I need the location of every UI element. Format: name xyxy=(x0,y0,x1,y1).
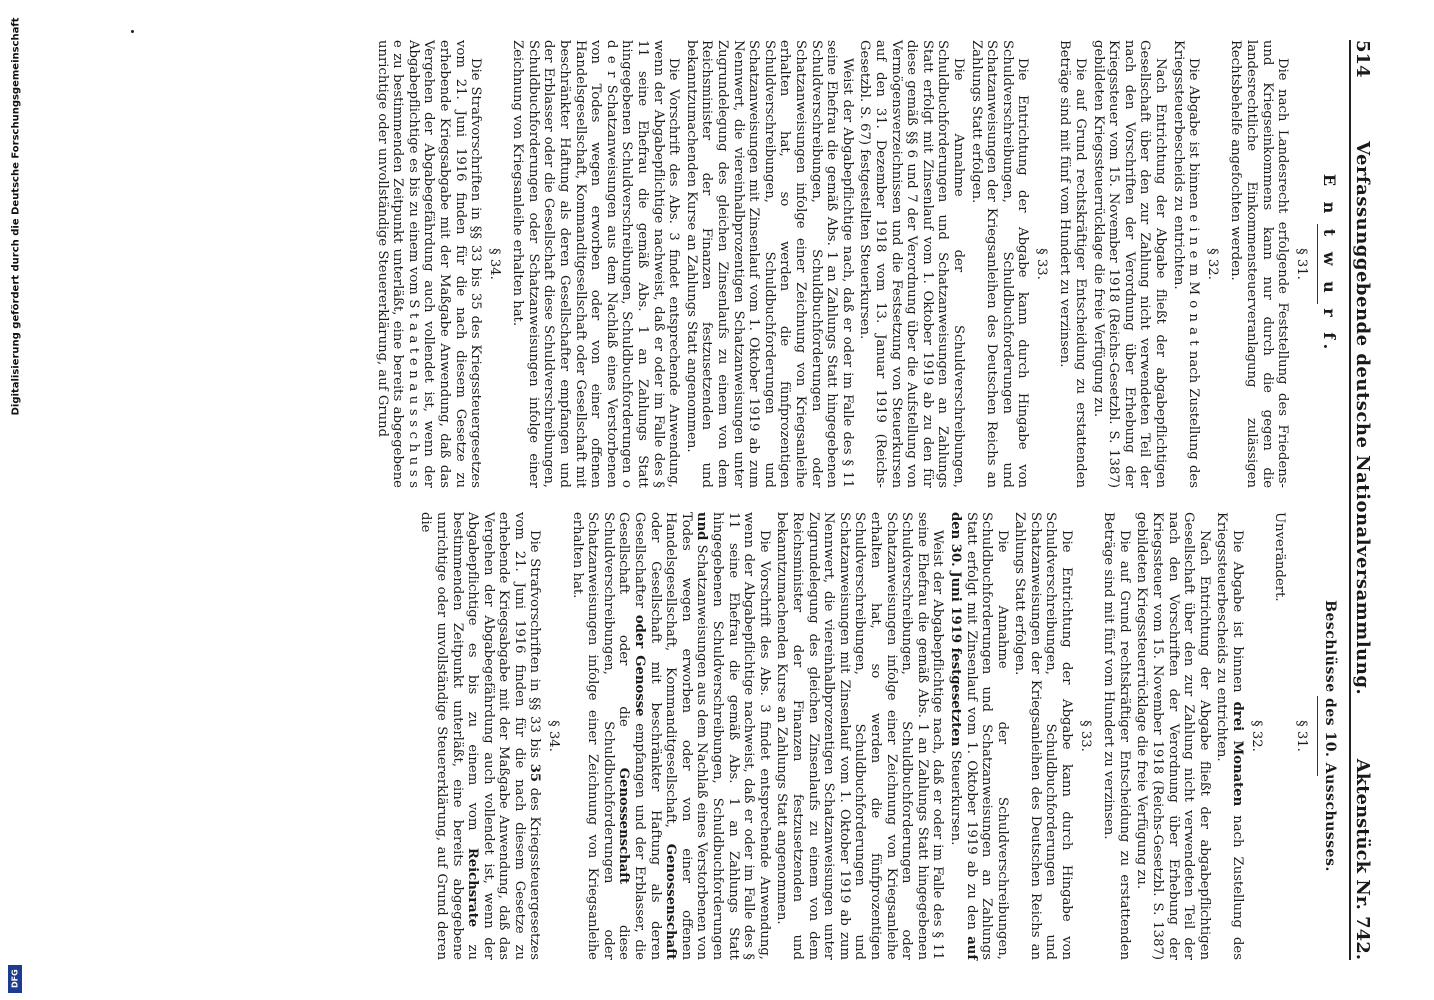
section-32-para-3: Die auf Grund rechtskräftiger Entscheidung zu erstattenden Beträge sind mit fünf vom Hundert zu verzinsen. xyxy=(1057,40,1089,488)
draft-column xyxy=(372,40,1343,488)
text-run: oder Gesellschaft mit beschränkter Haftung als deren Gesellschafter xyxy=(632,512,663,960)
amended-text: drei Monaten xyxy=(1230,701,1246,807)
section-33-para-1: Die Entrichtung der Abgabe kann durch Hingabe von Schuldverschreibungen, Schuldbuchforderungen und Schatzanweisungen der Kriegsanleihen des Deutschen Reichs an Zahlungs Statt erfolgen. xyxy=(968,40,1031,488)
section-32-para-1 xyxy=(1214,512,1245,960)
amended-text: auf den 30. Juni 1919 festgesetzten xyxy=(947,512,979,960)
text-run: des Kriegssteuergesetzes vom 21. Juni 1916 finden für die nach diesem Gesetze zu erhebende Kriegsabgabe mit der Maßgabe Anwendung, daß das Vergehen der Abgabegefährdung auch vollendet ist, wenn der Abgabepflichtige es bis zu einem vom xyxy=(465,512,543,960)
dfg-logo: DFG xyxy=(8,965,22,993)
section-32-para-2: Nach Entrichtung der Abgabe fließt der abgabepflichtigen Gesellschaft über den zur Zahlung nicht verwendeten Teil der nach den Vorschriften der Verordnung über Erhebung der Kriegssteuer vom 15. November 1918 (Reichs-Gesetzbl. S. 1387) gebildeten Kriegssteuerrücklage die freie Verfügung zu. xyxy=(1090,40,1169,488)
section-32-para-1: Die Abgabe ist binnen e i n e m M o n a t nach Zustellung des Kriegssteuerbescheids zu entrichten. xyxy=(1170,40,1202,488)
document-reference: Aktenstück Nr. 742. xyxy=(1352,758,1373,960)
text-run: nach Zustellung des Kriegssteuerbescheids zu entrichten. xyxy=(1214,512,1246,960)
section-33-para-4 xyxy=(569,512,772,960)
section-31-text: Die nach Landesrecht erfolgende Feststellung des Friedens- und Kriegseinkommens kann nur durch die gegen die landesrechtliche Einkommensteuerveranlagung zulässigen Rechtsbehelfe angefochten werden. xyxy=(1228,40,1291,488)
text-run: Die Abgabe ist binnen xyxy=(1230,530,1246,702)
section-33-para-3: Weist der Abgabepflichtige nach, daß er oder im Falle des § 11 seine Ehefrau die gemäß Abs. 1 an Zahlungs Statt hingegebenen Schuldverschreibungen, Schuldbuchforderungen oder Schatzanweisungen infolge einer Zeichnung von Kriegsanleihe erhalten hat, so werden die fünfprozentigen Schuldverschreibungen, Schuldbuchforderungen und Schatzanweisungen mit Zinsenlauf vom 1. Oktober 1919 ab zum Nennwert, die viereinhalbprozentigen Schatzanweisungen unter Zugrundelegung des gleichen Zinsenlaufs zu einem von dem Reichsminister der Finanzen festzusetzenden und bekanntzumachenden Kurse an Zahlungs Statt angenommen. xyxy=(774,512,946,960)
section-32-para-2: Nach Entrichtung der Abgabe fließt der abgabepflichtigen Gesellschaft über den zur Zahlung nicht verwendeten Teil der nach den Vorschriften der Verordnung über Erhebung der Kriegssteuer vom 15. November 1918 (Reichs-Gesetzbl. S. 1387) gebildeten Kriegssteuerrücklage die freie Verfügung zu. xyxy=(1134,512,1212,960)
section-33-number: § 33. xyxy=(1033,248,1049,280)
section-31-number: § 31. xyxy=(1293,248,1309,280)
section-34-number: § 34. xyxy=(486,248,502,280)
section-32-number: § 32. xyxy=(1204,248,1220,280)
section-33-para-1: Die Entrichtung der Abgabe kann durch Hingabe von Schuldverschreibungen, Schuldbuchforderungen und Schatzanweisungen der Kriegsanleihen des Deutschen Reichs an Zahlungs Statt erfolgen. xyxy=(1012,512,1075,960)
section-34-para-1: Die Strafvorschriften in §§ 33 bis 35 des Kriegssteuergesetzes vom 21. Juni 1916 finden für die nach diesem Gesetze zu erhebende Kriegsabgabe mit der Maßgabe Anwendung, daß das Vergehen der Abgabegefährdung auch vollendet ist, wenn der Abgabepflichtige es bis zu einem vom S t a a t e n a u s s c h u s s e zu bestimmenden Zeitpunkt unterläßt, eine bereits abgegebene unrichtige oder unvollständige Steuererklärung, auf Grund xyxy=(374,40,484,488)
section-34-para-1 xyxy=(418,512,543,960)
amended-text: 35 xyxy=(527,763,543,783)
section-32-number: § 32. xyxy=(1248,720,1264,752)
heading-rule xyxy=(1317,696,1318,776)
section-33-para-2 xyxy=(947,512,1009,960)
amended-text: Genossenschaft xyxy=(616,767,632,885)
scan-attribution-text: Digitalisierung gefördert durch die Deutsche Forschungsgemeinschaft xyxy=(10,17,22,416)
section-32-para-3: Die auf Grund rechtskräftiger Entscheidung zu erstattenden Beträge sind mit fünf vom Hundert zu verzinsen. xyxy=(1101,512,1132,960)
text-run: Die Vorschrift des Abs. 3 findet entsprechende Anwendung, wenn der Abgabepflichtige nachweist, daß er oder im Falle des § 11 seine Ehefrau die gemäß Abs. 1 an Zahlungs Statt hingegebenen Schuldverschreibungen, Schuldbuchforderungen xyxy=(710,512,772,960)
section-33-number: § 33. xyxy=(1077,720,1093,752)
committee-heading: Beschlüsse des 10. Ausschusses. xyxy=(1322,600,1339,872)
text-run: Die Strafvorschriften in §§ 33 bis xyxy=(527,530,543,764)
running-head xyxy=(1349,40,1373,960)
draft-heading: E n t w u r f. xyxy=(1320,173,1340,355)
text-run: Schatzanweisungen aus dem Nachlaß eines Verstorbenen von Todes wegen erworben oder von einer offenen Handelsgesellschaft, Kommanditgesellschaft, xyxy=(663,512,710,960)
scan-attribution xyxy=(8,0,24,1000)
section-34-number: § 34. xyxy=(546,720,562,752)
section-33-para-4: Die Vorschrift des Abs. 3 findet entsprechende Anwendung, wenn der Abgabepflichtige nachweist, daß er oder im Falle des § 11 seine Ehefrau die gemäß Abs. 1 an Zahlungs Statt hingegebenen Schuldverschreibungen, Schuldbuchforderungen o d e r Schatzanweisungen aus dem Nachlaß eines Verstorbenen von Todes wegen erworben oder von einer offenen Handelsgesellschaft, Kommanditgesellschaft oder Gesellschaft mit beschränkter Haftung als deren Gesellschafter empfangen und der Erblasser oder die Gesellschaft diese Schuldverschreibungen, Schuldbuchforderungen oder Schatzanweisungen infolge einer Zeichnung von Kriegsanleihe erhalten hat. xyxy=(510,40,682,488)
amended-text: Genossenschaft xyxy=(663,843,679,960)
publication-title: Verfassunggebende deutsche Nationalversammlung. xyxy=(1352,141,1373,696)
scanned-page xyxy=(75,30,1375,970)
section-33-para-2: Die Annahme der Schuldverschreibungen, Schuldbuchforderungen und Schatzanweisungen an Zahlungs Statt erfolgt mit Zinsenlauf vom 1. Oktober 1919 ab zu den für diese gemäß §§ 6 und 7 der Verordnung über die Aufstellung von Vermögensverzeichnissen und die Festsetzung von Steuerkursen auf den 31. Dezember 1918 vom 13. Januar 1919 (Reichs-Gesetzbl. S. 67) festgestellten Steuerkursen. xyxy=(857,40,966,488)
committee-column xyxy=(372,512,1343,960)
text-run: empfangen und der Erblasser, die Gesellschaft oder die xyxy=(616,512,648,960)
amended-text: und xyxy=(694,512,710,541)
text-run: Die Annahme der Schuldverschreibungen, Schuldbuchforderungen und Schatzanweisungen an Zahlungs Statt erfolgt mit Zinsenlauf vom 1. Oktober 1919 ab zu den xyxy=(963,512,1010,960)
section-31-number: § 31. xyxy=(1293,720,1309,752)
amended-text: oder Genosse xyxy=(632,614,648,717)
heading-rule xyxy=(1317,224,1318,304)
amended-text: Reichsrate xyxy=(465,847,481,928)
section-33-para-3: Weist der Abgabepflichtige nach, daß er oder im Falle des § 11 seine Ehefrau die gemäß Abs. 1 an Zahlungs Statt hingegebenen Schuldverschreibungen, Schuldbuchforderungen oder Schatzanweisungen infolge einer Zeichnung von Kriegsanleihe erhalten hat, so werden die fünfprozentigen Schuldverschreibungen, Schuldbuchforderungen und Schatzanweisungen mit Zinsenlauf vom 1. Oktober 1919 ab zum Nennwert, die viereinhalbprozentigen Schatzanweisungen unter Zugrundelegung des gleichen Zinsenlaufs zu einem von dem Reichsminister der Finanzen festzusetzenden und bekanntzumachenden Kurse an Zahlungs Statt angenommen. xyxy=(683,40,855,488)
page-number: 514 xyxy=(1352,40,1373,78)
page-content xyxy=(80,40,1373,960)
text-run: zu bestimmenden Zeitpunkt unterläßt, eine bereits abgegebene unrichtige oder unvollständige Steuererklärung, auf Grund deren die xyxy=(418,512,481,960)
text-run: Steuerkursen. xyxy=(947,746,963,846)
section-31-unchanged: Unverändert. xyxy=(1272,512,1288,602)
text-run: diese Schuldverschreibungen, Schuldbuchforderungen oder Schatzanweisungen infolge einer Zeichnung von Kriegsanleihe erhalten hat. xyxy=(569,512,632,960)
